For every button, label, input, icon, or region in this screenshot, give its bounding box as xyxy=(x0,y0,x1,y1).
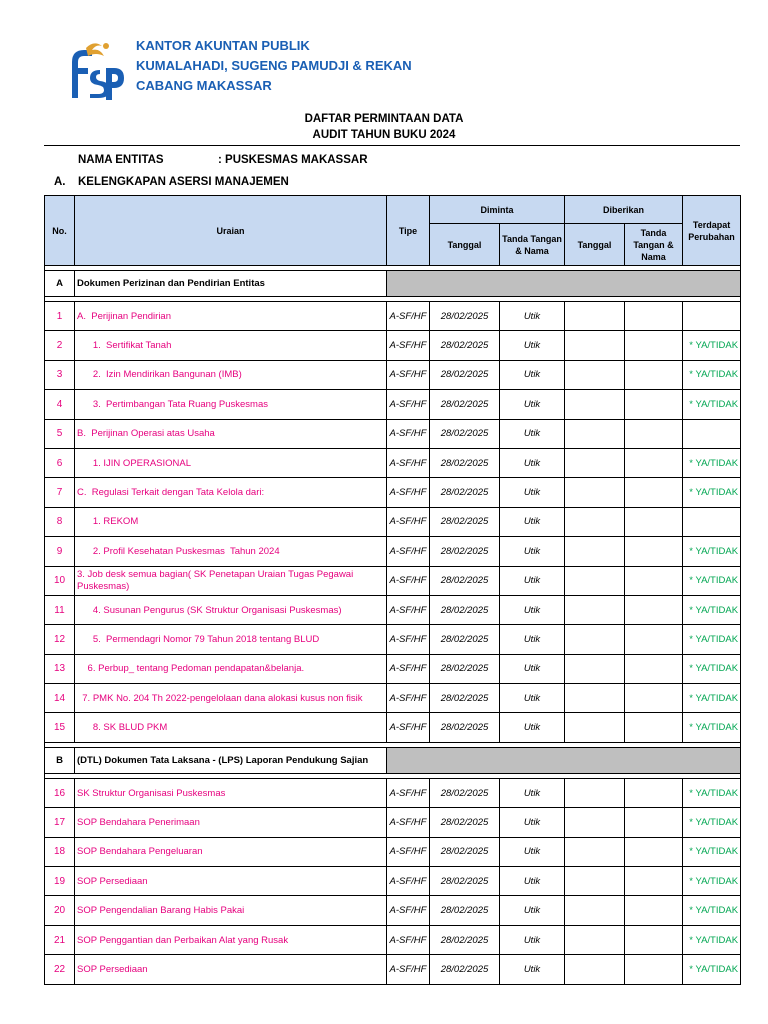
row-number: 13 xyxy=(45,654,75,683)
row-nama: Utik xyxy=(500,808,565,837)
row-tanggal: 28/02/2025 xyxy=(430,867,500,896)
row-tipe: A-SF/HF xyxy=(387,925,430,954)
entity-label: NAMA ENTITAS xyxy=(78,154,164,166)
row-nama: Utik xyxy=(500,302,565,331)
row-perubahan[interactable]: * YA/TIDAK xyxy=(683,684,741,713)
row-uraian: 2. Profil Kesehatan Puskesmas Tahun 2024 xyxy=(75,537,387,566)
row-diberikan-tanggal[interactable] xyxy=(565,302,625,331)
row-nama: Utik xyxy=(500,419,565,448)
row-tipe: A-SF/HF xyxy=(387,955,430,984)
table-row xyxy=(45,684,741,713)
row-number: 22 xyxy=(45,955,75,984)
row-diberikan-tanda[interactable] xyxy=(625,537,683,566)
section-fill-cell xyxy=(387,747,741,773)
table-row xyxy=(45,654,741,683)
row-number: 4 xyxy=(45,390,75,419)
row-tipe: A-SF/HF xyxy=(387,537,430,566)
row-perubahan[interactable]: * YA/TIDAK xyxy=(683,778,741,807)
firm-logo xyxy=(66,40,126,100)
table-row xyxy=(45,448,741,477)
table-row xyxy=(45,778,741,807)
row-nama: Utik xyxy=(500,566,565,595)
row-uraian: 1. REKOM xyxy=(75,507,387,536)
table-row xyxy=(45,419,741,448)
row-number: 3 xyxy=(45,360,75,389)
col-terdapat-perubahan: Terdapat Perubahan xyxy=(683,196,741,266)
row-tanggal: 28/02/2025 xyxy=(430,808,500,837)
row-perubahan[interactable]: * YA/TIDAK xyxy=(683,625,741,654)
row-nama: Utik xyxy=(500,955,565,984)
row-perubahan[interactable]: * YA/TIDAK xyxy=(683,808,741,837)
row-uraian: SOP Penggantian dan Perbaikan Alat yang Rusak xyxy=(75,925,387,954)
row-diberikan-tanda[interactable] xyxy=(625,595,683,624)
row-diberikan-tanda[interactable] xyxy=(625,925,683,954)
row-diberikan-tanda[interactable] xyxy=(625,837,683,866)
col-diminta-tanda: Tanda Tangan & Nama xyxy=(500,224,565,266)
row-perubahan[interactable]: * YA/TIDAK xyxy=(683,478,741,507)
row-uraian: SOP Pengendalian Barang Habis Pakai xyxy=(75,896,387,925)
row-perubahan[interactable]: * YA/TIDAK xyxy=(683,867,741,896)
row-tipe: A-SF/HF xyxy=(387,684,430,713)
table-row xyxy=(45,896,741,925)
row-uraian: C. Regulasi Terkait dengan Tata Kelola dari: xyxy=(75,478,387,507)
row-tanggal: 28/02/2025 xyxy=(430,837,500,866)
table-row xyxy=(45,867,741,896)
row-nama: Utik xyxy=(500,896,565,925)
row-nama: Utik xyxy=(500,713,565,742)
row-perubahan[interactable]: * YA/TIDAK xyxy=(683,566,741,595)
row-nama: Utik xyxy=(500,360,565,389)
row-perubahan[interactable]: * YA/TIDAK xyxy=(683,896,741,925)
row-diberikan-tanda[interactable] xyxy=(625,625,683,654)
table-row xyxy=(45,808,741,837)
row-tipe: A-SF/HF xyxy=(387,419,430,448)
row-diberikan-tanggal[interactable] xyxy=(565,537,625,566)
row-number: 7 xyxy=(45,478,75,507)
row-nama: Utik xyxy=(500,654,565,683)
row-tanggal: 28/02/2025 xyxy=(430,925,500,954)
row-diberikan-tanggal[interactable] xyxy=(565,654,625,683)
section-title: KELENGKAPAN ASERSI MANAJEMEN xyxy=(78,176,289,188)
row-diberikan-tanda[interactable] xyxy=(625,955,683,984)
row-diberikan-tanda[interactable] xyxy=(625,478,683,507)
row-number: 20 xyxy=(45,896,75,925)
row-diberikan-tanda[interactable] xyxy=(625,808,683,837)
row-tipe: A-SF/HF xyxy=(387,896,430,925)
row-number: 21 xyxy=(45,925,75,954)
table-row xyxy=(45,507,741,536)
table-row xyxy=(45,566,741,595)
row-tipe: A-SF/HF xyxy=(387,654,430,683)
row-tipe: A-SF/HF xyxy=(387,595,430,624)
col-tipe: Tipe xyxy=(387,196,430,266)
row-nama: Utik xyxy=(500,448,565,477)
row-number: 19 xyxy=(45,867,75,896)
table-row xyxy=(45,360,741,389)
row-uraian: 7. PMK No. 204 Th 2022-pengelolaan dana alokasi kusus non fisik xyxy=(75,684,387,713)
row-uraian: 3. Job desk semua bagian( SK Penetapan Uraian Tugas Pegawai Puskesmas) xyxy=(75,566,387,595)
section-letter-cell: B xyxy=(45,747,75,773)
row-perubahan[interactable]: * YA/TIDAK xyxy=(683,837,741,866)
row-uraian: B. Perijinan Operasi atas Usaha xyxy=(75,419,387,448)
row-uraian: SOP Persediaan xyxy=(75,867,387,896)
row-tipe: A-SF/HF xyxy=(387,837,430,866)
row-tanggal: 28/02/2025 xyxy=(430,778,500,807)
row-tipe: A-SF/HF xyxy=(387,713,430,742)
document-subtitle: AUDIT TAHUN BUKU 2024 xyxy=(312,129,456,141)
section-fill-cell xyxy=(387,271,741,297)
row-nama: Utik xyxy=(500,331,565,360)
col-diminta-tanggal: Tanggal xyxy=(430,224,500,266)
row-uraian: SOP Persediaan xyxy=(75,955,387,984)
row-perubahan[interactable]: * YA/TIDAK xyxy=(683,390,741,419)
row-tanggal: 28/02/2025 xyxy=(430,478,500,507)
row-tanggal: 28/02/2025 xyxy=(430,390,500,419)
row-diberikan-tanggal[interactable] xyxy=(565,625,625,654)
row-tanggal: 28/02/2025 xyxy=(430,625,500,654)
row-diberikan-tanda[interactable] xyxy=(625,302,683,331)
row-diberikan-tanda[interactable] xyxy=(625,360,683,389)
row-number: 15 xyxy=(45,713,75,742)
row-diberikan-tanggal[interactable] xyxy=(565,419,625,448)
row-tanggal: 28/02/2025 xyxy=(430,331,500,360)
row-number: 6 xyxy=(45,448,75,477)
row-perubahan[interactable]: * YA/TIDAK xyxy=(683,595,741,624)
table-row xyxy=(45,625,741,654)
firm-line-3: CABANG MAKASSAR xyxy=(136,78,272,93)
row-diberikan-tanda[interactable] xyxy=(625,390,683,419)
row-tanggal: 28/02/2025 xyxy=(430,302,500,331)
table-row xyxy=(45,713,741,742)
section-letter: A. xyxy=(54,176,66,188)
row-perubahan[interactable] xyxy=(683,507,741,536)
row-diberikan-tanggal[interactable] xyxy=(565,448,625,477)
row-nama: Utik xyxy=(500,537,565,566)
row-uraian: A. Perijinan Pendirian xyxy=(75,302,387,331)
row-number: 9 xyxy=(45,537,75,566)
row-tipe: A-SF/HF xyxy=(387,360,430,389)
row-perubahan[interactable] xyxy=(683,302,741,331)
row-tipe: A-SF/HF xyxy=(387,448,430,477)
section-title-cell: Dokumen Perizinan dan Pendirian Entitas xyxy=(75,271,387,297)
row-number: 17 xyxy=(45,808,75,837)
row-nama: Utik xyxy=(500,507,565,536)
row-nama: Utik xyxy=(500,778,565,807)
row-tipe: A-SF/HF xyxy=(387,566,430,595)
row-diberikan-tanggal[interactable] xyxy=(565,390,625,419)
table-row xyxy=(45,390,741,419)
row-diberikan-tanggal[interactable] xyxy=(565,684,625,713)
row-tanggal: 28/02/2025 xyxy=(430,537,500,566)
row-number: 14 xyxy=(45,684,75,713)
title-divider xyxy=(44,145,740,146)
row-nama: Utik xyxy=(500,867,565,896)
row-number: 8 xyxy=(45,507,75,536)
row-perubahan[interactable] xyxy=(683,419,741,448)
table-row xyxy=(45,925,741,954)
row-number: 16 xyxy=(45,778,75,807)
section-title-cell: (DTL) Dokumen Tata Laksana - (LPS) Laporan Pendukung Sajian xyxy=(75,747,387,773)
col-diberikan: Diberikan xyxy=(565,196,683,224)
row-tanggal: 28/02/2025 xyxy=(430,684,500,713)
row-tanggal: 28/02/2025 xyxy=(430,896,500,925)
row-diberikan-tanda[interactable] xyxy=(625,448,683,477)
row-tipe: A-SF/HF xyxy=(387,507,430,536)
row-tanggal: 28/02/2025 xyxy=(430,566,500,595)
firm-line-1: KANTOR AKUNTAN PUBLIK xyxy=(136,38,310,53)
row-uraian: SK Struktur Organisasi Puskesmas xyxy=(75,778,387,807)
row-tipe: A-SF/HF xyxy=(387,478,430,507)
row-uraian: SOP Bendahara Pengeluaran xyxy=(75,837,387,866)
row-nama: Utik xyxy=(500,837,565,866)
row-diberikan-tanda[interactable] xyxy=(625,713,683,742)
row-nama: Utik xyxy=(500,684,565,713)
row-tanggal: 28/02/2025 xyxy=(430,360,500,389)
row-perubahan[interactable]: * YA/TIDAK xyxy=(683,713,741,742)
table-row xyxy=(45,837,741,866)
table-row xyxy=(45,595,741,624)
col-diminta: Diminta xyxy=(430,196,565,224)
col-diberikan-tanda: Tanda Tangan & Nama xyxy=(625,224,683,266)
header-row-1 xyxy=(45,196,741,224)
row-uraian: 4. Susunan Pengurus (SK Struktur Organisasi Puskesmas) xyxy=(75,595,387,624)
col-uraian: Uraian xyxy=(75,196,387,266)
table-row xyxy=(45,955,741,984)
row-tanggal: 28/02/2025 xyxy=(430,507,500,536)
section-row xyxy=(45,271,741,297)
row-perubahan[interactable]: * YA/TIDAK xyxy=(683,360,741,389)
row-number: 11 xyxy=(45,595,75,624)
table-row xyxy=(45,537,741,566)
row-tipe: A-SF/HF xyxy=(387,808,430,837)
row-diberikan-tanggal[interactable] xyxy=(565,507,625,536)
row-diberikan-tanda[interactable] xyxy=(625,654,683,683)
row-diberikan-tanggal[interactable] xyxy=(565,837,625,866)
row-uraian: 2. Izin Mendirikan Bangunan (IMB) xyxy=(75,360,387,389)
table-row xyxy=(45,331,741,360)
row-diberikan-tanggal[interactable] xyxy=(565,867,625,896)
row-uraian: 3. Pertimbangan Tata Ruang Puskesmas xyxy=(75,390,387,419)
row-tanggal: 28/02/2025 xyxy=(430,448,500,477)
row-diberikan-tanggal[interactable] xyxy=(565,713,625,742)
row-nama: Utik xyxy=(500,478,565,507)
row-nama: Utik xyxy=(500,390,565,419)
row-diberikan-tanggal[interactable] xyxy=(565,360,625,389)
row-tanggal: 28/02/2025 xyxy=(430,595,500,624)
row-number: 10 xyxy=(45,566,75,595)
row-diberikan-tanggal[interactable] xyxy=(565,808,625,837)
row-perubahan[interactable]: * YA/TIDAK xyxy=(683,955,741,984)
row-uraian: 5. Permendagri Nomor 79 Tahun 2018 tentang BLUD xyxy=(75,625,387,654)
row-diberikan-tanggal[interactable] xyxy=(565,566,625,595)
row-tanggal: 28/02/2025 xyxy=(430,955,500,984)
row-nama: Utik xyxy=(500,625,565,654)
row-diberikan-tanggal[interactable] xyxy=(565,331,625,360)
row-diberikan-tanda[interactable] xyxy=(625,867,683,896)
row-diberikan-tanda[interactable] xyxy=(625,419,683,448)
row-diberikan-tanda[interactable] xyxy=(625,896,683,925)
col-diberikan-tanggal: Tanggal xyxy=(565,224,625,266)
row-tanggal: 28/02/2025 xyxy=(430,419,500,448)
table-row xyxy=(45,302,741,331)
row-number: 18 xyxy=(45,837,75,866)
entity-value: : PUSKESMAS MAKASSAR xyxy=(218,154,368,166)
col-no: No. xyxy=(45,196,75,266)
row-diberikan-tanda[interactable] xyxy=(625,566,683,595)
section-letter-cell: A xyxy=(45,271,75,297)
row-nama: Utik xyxy=(500,595,565,624)
row-perubahan[interactable]: * YA/TIDAK xyxy=(683,331,741,360)
row-tipe: A-SF/HF xyxy=(387,625,430,654)
row-number: 2 xyxy=(45,331,75,360)
row-diberikan-tanggal[interactable] xyxy=(565,595,625,624)
row-uraian: 1. IJIN OPERASIONAL xyxy=(75,448,387,477)
row-uraian: 8. SK BLUD PKM xyxy=(75,713,387,742)
row-diberikan-tanggal[interactable] xyxy=(565,896,625,925)
row-number: 1 xyxy=(45,302,75,331)
row-perubahan[interactable]: * YA/TIDAK xyxy=(683,925,741,954)
firm-name-block xyxy=(136,36,412,96)
firm-line-2: KUMALAHADI, SUGENG PAMUDJI & REKAN xyxy=(136,58,412,73)
row-nama: Utik xyxy=(500,925,565,954)
row-diberikan-tanggal[interactable] xyxy=(565,478,625,507)
row-uraian: 1. Sertifikat Tanah xyxy=(75,331,387,360)
row-diberikan-tanda[interactable] xyxy=(625,331,683,360)
row-uraian: 6. Perbup_ tentang Pedoman pendapatan&belanja. xyxy=(75,654,387,683)
row-perubahan[interactable]: * YA/TIDAK xyxy=(683,654,741,683)
row-diberikan-tanggal[interactable] xyxy=(565,925,625,954)
row-tipe: A-SF/HF xyxy=(387,778,430,807)
table-row xyxy=(45,478,741,507)
row-tipe: A-SF/HF xyxy=(387,302,430,331)
row-tanggal: 28/02/2025 xyxy=(430,713,500,742)
row-tipe: A-SF/HF xyxy=(387,867,430,896)
row-tipe: A-SF/HF xyxy=(387,390,430,419)
document-title: DAFTAR PERMINTAAN DATA xyxy=(304,113,464,125)
row-tipe: A-SF/HF xyxy=(387,331,430,360)
data-request-table xyxy=(44,195,741,985)
row-uraian: SOP Bendahara Penerimaan xyxy=(75,808,387,837)
row-diberikan-tanda[interactable] xyxy=(625,684,683,713)
row-number: 5 xyxy=(45,419,75,448)
row-diberikan-tanda[interactable] xyxy=(625,778,683,807)
row-perubahan[interactable]: * YA/TIDAK xyxy=(683,448,741,477)
row-diberikan-tanggal[interactable] xyxy=(565,778,625,807)
row-diberikan-tanggal[interactable] xyxy=(565,955,625,984)
section-row xyxy=(45,747,741,773)
row-tanggal: 28/02/2025 xyxy=(430,654,500,683)
row-perubahan[interactable]: * YA/TIDAK xyxy=(683,537,741,566)
row-number: 12 xyxy=(45,625,75,654)
row-diberikan-tanda[interactable] xyxy=(625,507,683,536)
